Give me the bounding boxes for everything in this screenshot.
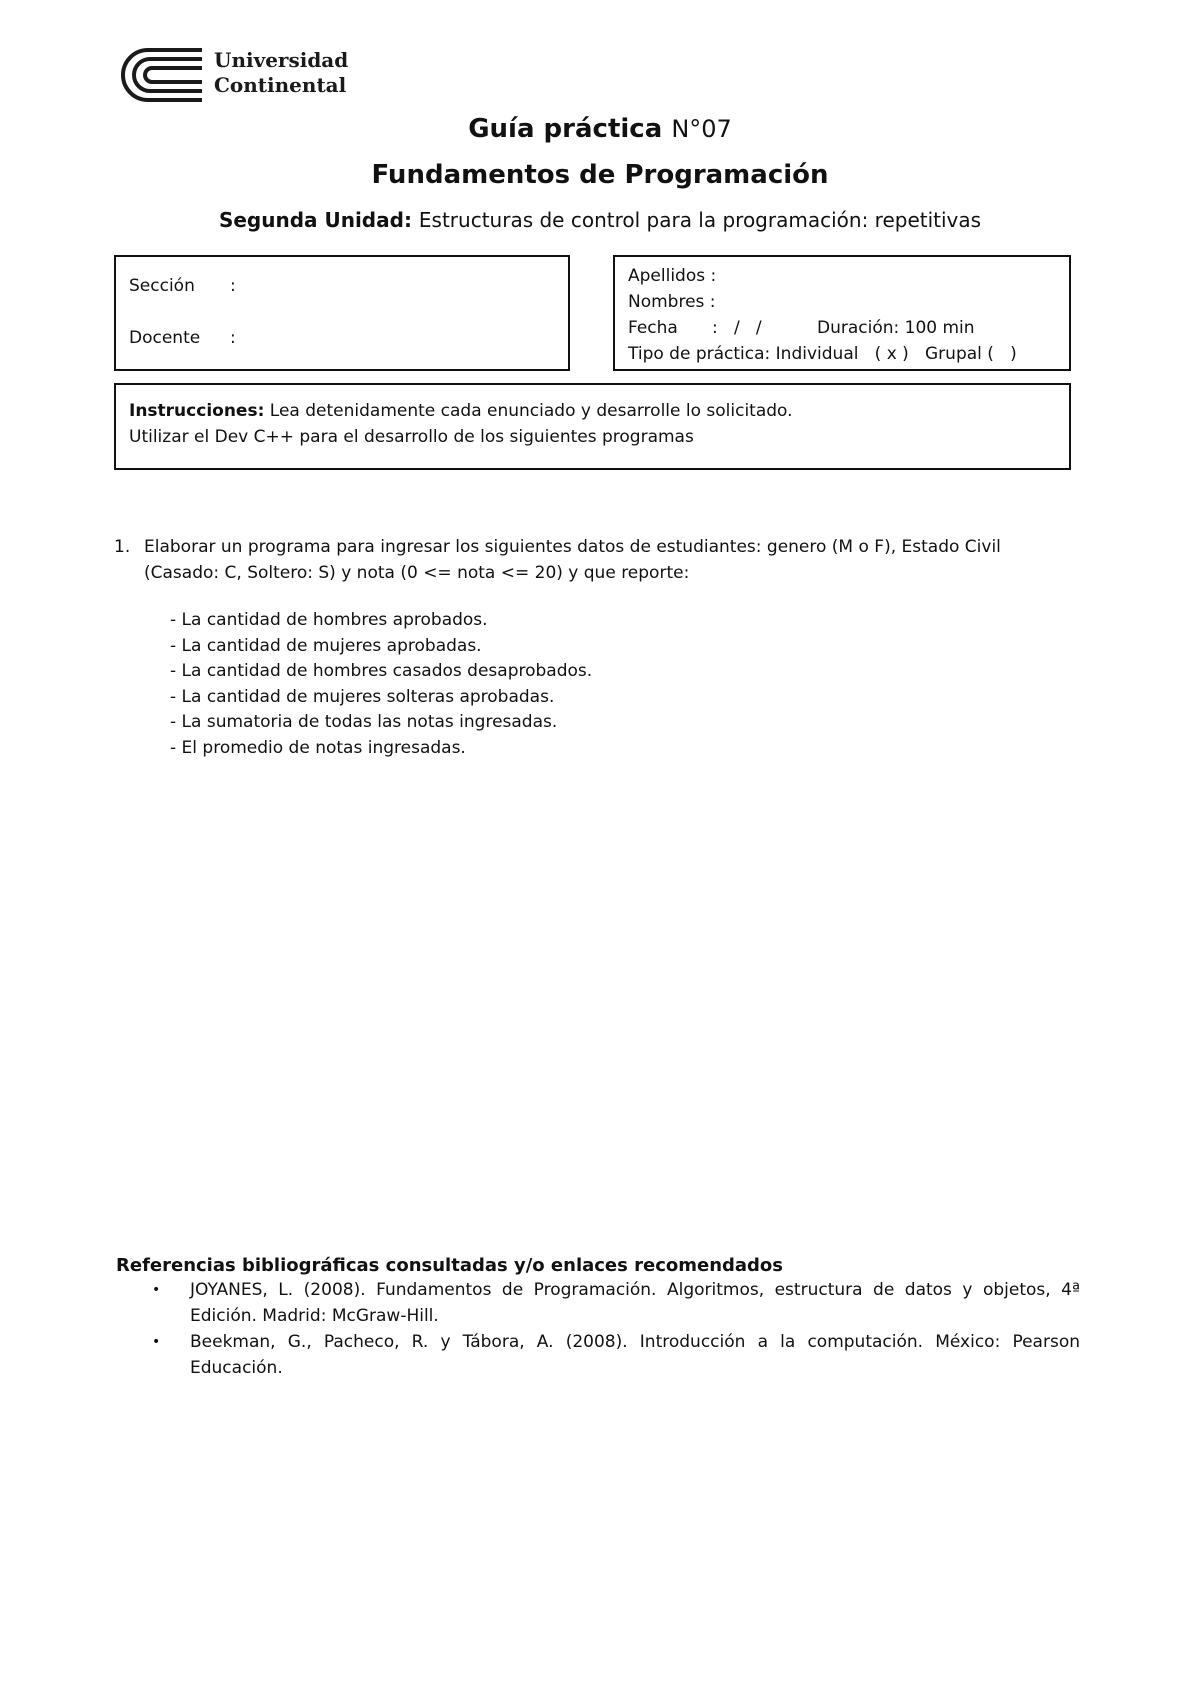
course-title: Fundamentos de Programación bbox=[371, 160, 829, 190]
instructions-box bbox=[114, 383, 1071, 470]
fecha-row bbox=[628, 315, 975, 341]
university-logo bbox=[118, 44, 348, 108]
logo-line-1: Universidad bbox=[214, 48, 349, 72]
apellidos-row: Apellidos : bbox=[628, 266, 717, 286]
list-item: - El promedio de notas ingresadas. bbox=[170, 736, 1034, 762]
section-teacher-box bbox=[114, 255, 570, 371]
references-title: Referencias bibliográficas consultadas y/o enlaces recomendados bbox=[116, 1255, 784, 1276]
guide-number: N°07 bbox=[671, 115, 732, 143]
list-item: - La cantidad de hombres aprobados. bbox=[170, 608, 1034, 634]
instructions-label: Instrucciones: bbox=[129, 401, 265, 421]
tipo-practica-row: Tipo de práctica: Individual ( x ) Grupal ( ) bbox=[628, 344, 1017, 364]
seccion-row bbox=[129, 273, 236, 299]
list-item: - La sumatoria de todas las notas ingresadas. bbox=[170, 710, 1034, 736]
list-item: - La cantidad de mujeres aprobadas. bbox=[170, 634, 1034, 660]
reference-item bbox=[150, 1329, 1080, 1381]
guide-title bbox=[0, 114, 1200, 144]
exercise-statement: Elaborar un programa para ingresar los siguientes datos de estudiantes: genero (M o F), Estado Civil (Casado: C, Soltero: S) y nota (0 <= nota <= 20) y que reporte: bbox=[144, 537, 1001, 583]
fecha-value: : / / bbox=[712, 318, 762, 338]
unit-label: Segunda Unidad: bbox=[218, 208, 412, 232]
unit-text: Estructuras de control para la programación: repetitivas bbox=[418, 208, 982, 232]
exercise-requirements-list bbox=[170, 608, 1034, 761]
seccion-label: Sección bbox=[129, 276, 195, 296]
exercise-number: 1. bbox=[114, 537, 131, 557]
instructions-line-2: Utilizar el Dev C++ para el desarrollo de los siguientes programas bbox=[129, 427, 694, 447]
bullet-icon: • bbox=[152, 1282, 161, 1298]
list-item: - La cantidad de hombres casados desaprobados. bbox=[170, 659, 1034, 685]
reference-item bbox=[150, 1277, 1080, 1329]
instructions-line-1 bbox=[129, 398, 793, 424]
logo-line-2: Continental bbox=[214, 73, 347, 97]
docente-row bbox=[129, 325, 236, 351]
guide-title-text: Guía práctica bbox=[468, 114, 663, 144]
logo-wordmark bbox=[214, 48, 348, 98]
bullet-icon: • bbox=[152, 1334, 161, 1350]
fecha-label: Fecha bbox=[628, 318, 678, 338]
unit-heading bbox=[0, 208, 1200, 232]
reference-text: JOYANES, L. (2008). Fundamentos de Programación. Algoritmos, estructura de datos y objetos, 4ª Edición. Madrid: McGraw-Hill. bbox=[190, 1280, 1080, 1326]
docente-separator: : bbox=[230, 328, 236, 348]
duracion-text: Duración: 100 min bbox=[817, 318, 975, 338]
docente-label: Docente bbox=[129, 328, 201, 348]
references-list bbox=[150, 1277, 1080, 1381]
list-item: - La cantidad de mujeres solteras aprobadas. bbox=[170, 685, 1034, 711]
nombres-row: Nombres : bbox=[628, 292, 716, 312]
seccion-separator: : bbox=[230, 276, 236, 296]
continental-logo-icon bbox=[118, 44, 206, 106]
exercise-1 bbox=[114, 534, 1034, 761]
reference-text: Beekman, G., Pacheco, R. y Tábora, A. (2008). Introducción a la computación. México: Pearson Educación. bbox=[190, 1332, 1080, 1378]
instructions-text-1: Lea detenidamente cada enunciado y desarrolle lo solicitado. bbox=[269, 401, 793, 421]
student-info-box bbox=[613, 255, 1071, 371]
